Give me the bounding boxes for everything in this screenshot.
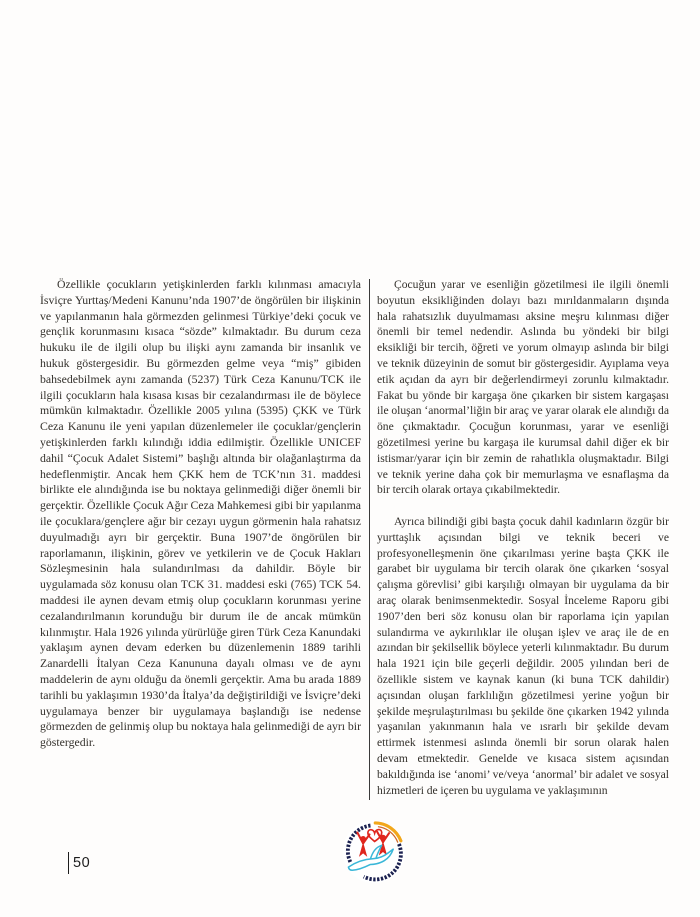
publisher-emblem-logo — [342, 819, 406, 887]
emblem-graphic — [342, 819, 406, 887]
text-column-left — [40, 277, 361, 751]
paragraph: Ayrıca bilindiği gibi başta çocuk dahil kadınların özgür bir yurttaşlık açısından bilgi ve teknik beceri ve profesyonelleşmenin öne çıkarılması yerine başta ÇKK ile garabet bir uygulama bir tercih olarak öne çıkarken ‘sosyal çalışma görevlisi’ gibi karşılığı olmayan bir uygulama da bir araç olarak benimsenmektedir. Sosyal İnceleme Raporu gibi 1907’den beri söz konusu olan bir raporlama için yapılan sulandırma ve aykırılıklar ile oluşan işlev ve araç ile de en azından bir şekilsellik böylece yeterli kılınmaktadır. Bu durum hala 1921 için bile geçerli değildir. 2005 yılından beri de özellikle sistem ve kaynak kanun (ki buna TCK dahildir) açısından oluşan farklılığın gözetilmesi yerine yoğun bir şekilde meşrulaştırılması bu şekilde öne çıkarken 1942 yılında yaşanılan yakınmanın hala ve ısrarlı bir şekilde devam ettirmek istenmesi aslında önemli bir sorun olarak halen devam etmektedir. Genelde ve kısaca sistem açısından bakıldığında ise ‘anomi’ ve/veya ‘anormal’ bir adalet ve sosyal hizmetleri de içeren bu uygulama ve yaklaşımının — [377, 514, 669, 797]
text-column-right — [377, 277, 669, 798]
paragraph: Çocuğun yarar ve esenliğin gözetilmesi ile ilgili önemli boyutun eksikliğinden dolayı bazı mırıldanmaların dışında hala rahatsızlık duyulmaması aksine meşru kılınması diğer önemli bir temel nedendir. Aslında bu yöndeki bir bilgi eksikliği bir tercih, öğreti ve yorum olmayıp aslında bir bilgi ve teknik düzeyinin de somut bir göstergesidir. Ayıplama veya etik açıdan da ayrı bir değerlendirmeyi zorunlu kılmaktadır. Fakat bu yönde bir kargaşa öne çıkarken bir sistem kargaşası ile oluşan ‘anormal’liğin bir araç ve yarar olarak ele alındığı da öne çıkmaktadır. Çocuğun korunması, yarar ve esenliği gözetilmesi yerine bu kargaşa ile kurumsal dahil diğer ek bir istismar/yarar için bir zemin de rahatlıkla oluşmaktadır. Bilgi ve teknik yerine daha çok bir memurlaşma ve esnaflaşma da bir tercih olarak ortaya çıkabilmektedir. — [377, 278, 669, 497]
page-number: 50 — [68, 852, 90, 874]
column-divider-rule — [369, 279, 370, 800]
paragraph: Özellikle çocukların yetişkinlerden farklı kılınması amacıyla İsviçre Yurttaş/Medeni Kanunu’nda 1907’de öngörülen bir ilişkinin ve yapılanmanın hala görmezden gelinmesi Türkiye’deki çocuk ve gençlik korunmasını kısaca “sözde” kılmaktadır. Bu durum ceza hukuku ile de ilgili olup bu ilişki aynı zamanda bir insanlık ve hukuk göstergesidir. Bu görmezden gelme veya “miş” gibiden bahsedebilmek aynı zamanda (5237) Türk Ceza Kanunu/TCK ile ilgili çocukların hala kısasa kısas bir cezalandırması ile de böylece mümkün kılmaktadır. Özellikle 2005 yılına (5395) ÇKK ve Türk Ceza Kanunu ile yeni yapılan düzenlemeler ile çocuklar/gençlerin yetişkinlerden farklı kılındığı iddia edilmiştir. Özellikle UNICEF dahil “Çocuk Adalet Sistemi” başlığı altında bir olağanlaştırma da hedeflenmiştir. Ancak hem ÇKK hem de TCK’nın 31. maddesi birlikte ele alındığında ise bu noktaya gelinmediği diğer önemli bir gerçektir. Özellikle Çocuk Ağır Ceza Mahkemesi gibi bir yapılanma ile çocuklara/gençlere ağır bir cezayı uygun görmenin hala rahatsız duyulmadığı ayrı bir gerçektir. Buna 1907’de öngörülen bir raporlamanın, ilişkinin, görev ve yetkilerin ve de Çocuk Hakları Sözleşmesinin hala sulandırılması da dahildir. Böyle bir uygulamada söz konusu olan TCK 31. maddesi eski (765) TCK 54. maddesi ile aynen devam etmiş olup çocukların korunması yerine cezalandırılmanın korunduğu bir durum ile de ancak mümkün kılınmıştır. Hala 1926 yılında yürürlüğe giren Türk Ceza Kanundaki yaklaşım aynen devam ederken bu düzenlemenin 1889 tarihli Zanardelli İtalyan Ceza Kanununa dayalı olması ve de aynı maddelerin de aynı olduğu da önemli gerçektir. Ama bu arada 1889 tarihli bu yaklaşımın 1930’da İtalya’da değiştirildiği ve İsviçre’deki uygulamaya benzer bir uygulamaya başlandığı ise nedense görmezden de gelinmiş olup bu noktaya hala gelinmediği de ayrı bir göstergedir. — [40, 277, 361, 750]
